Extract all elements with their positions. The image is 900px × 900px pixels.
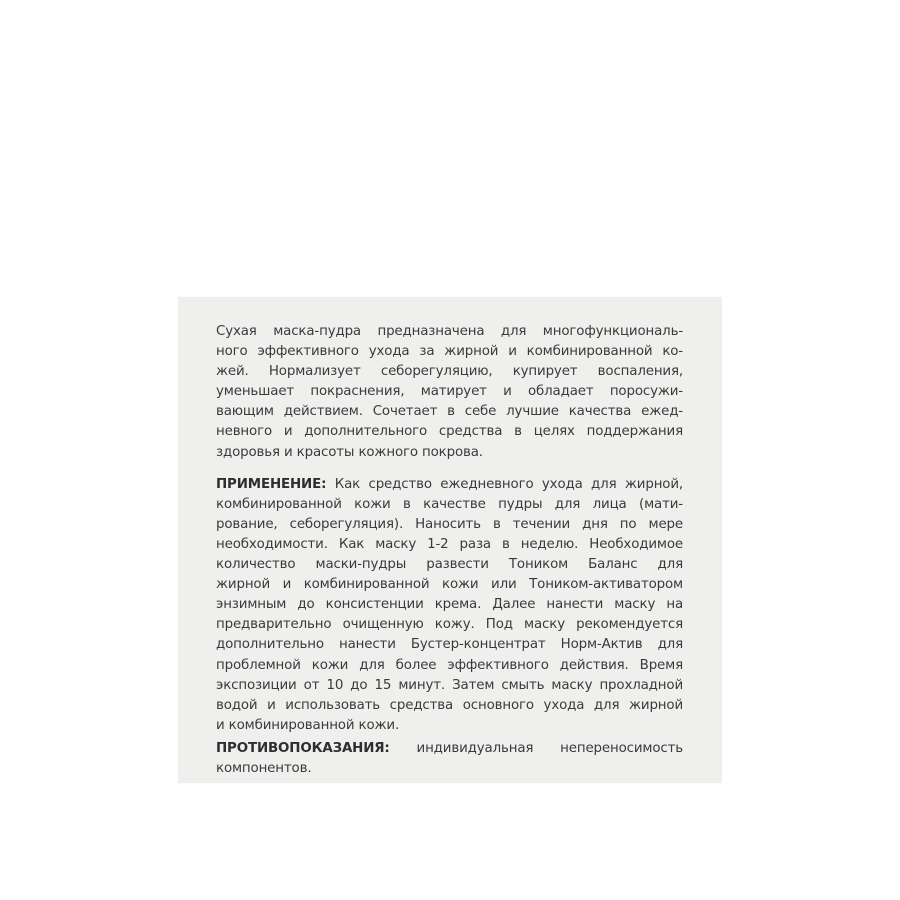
application-label: ПРИМЕНЕНИЕ: — [216, 476, 327, 492]
application-line: водой и использовать средства основного ухода для жирной — [216, 697, 683, 713]
contraindications-line: компонентов. — [216, 760, 312, 776]
application-line: и комбинированной кожи. — [216, 717, 400, 733]
description-line: Сухая маска-пудра предназначена для многофункциональ- — [216, 324, 683, 339]
description-paragraph — [216, 322, 683, 463]
application-line: жирной и комбинированной кожи или Тоником-активатором — [216, 577, 683, 593]
application-line: дополнительно нанести Бустер-концентрат Норм-Актив для — [216, 637, 683, 653]
contraindications-label: ПРОТИВОПОКАЗАНИЯ: — [216, 740, 390, 756]
application-line: рование, себорегуляция). Наносить в течении дня по мере — [216, 516, 683, 532]
label-text — [216, 322, 683, 779]
application-line: проблемной кожи для более эффективного действия. Время — [216, 657, 683, 673]
application-first-line — [216, 475, 683, 495]
application-line: необходимости. Как маску 1-2 раза в неделю. Необходимое — [216, 536, 683, 552]
application-line: предварительно очищенную кожу. Под маску рекомендуется — [216, 617, 683, 633]
application-paragraph — [216, 475, 683, 736]
label-panel — [178, 297, 722, 783]
application-first-line-text: Как средство ежедневного ухода для жирной, — [326, 476, 683, 492]
contraindications-first-line-text: индивидуальная непереносимость — [389, 740, 683, 756]
application-line: экспозиции от 10 до 15 минут. Затем смыть маску прохладной — [216, 677, 683, 693]
application-line: энзимным до консистенции крема. Далее нанести маску на — [216, 597, 683, 613]
description-line: ного эффективного ухода за жирной и комбинированной ко- — [216, 344, 683, 360]
description-line: вающим действием. Сочетает в себе лучшие качества ежед- — [216, 404, 683, 420]
description-line: уменьшает покраснения, матирует и обладает поросужи- — [216, 384, 683, 400]
description-line: здоровья и красоты кожного покрова. — [216, 444, 483, 460]
contraindications-paragraph — [216, 739, 683, 779]
contraindications-first-line — [216, 739, 683, 759]
application-line: комбинированной кожи в качестве пудры для лица (мати- — [216, 496, 683, 512]
description-line: жей. Нормализует себорегуляцию, купирует воспаления, — [216, 364, 683, 380]
description-line: невного и дополнительного средства в целях поддержания — [216, 424, 683, 440]
application-line: количество маски-пудры развести Тоником Баланс для — [216, 557, 683, 573]
